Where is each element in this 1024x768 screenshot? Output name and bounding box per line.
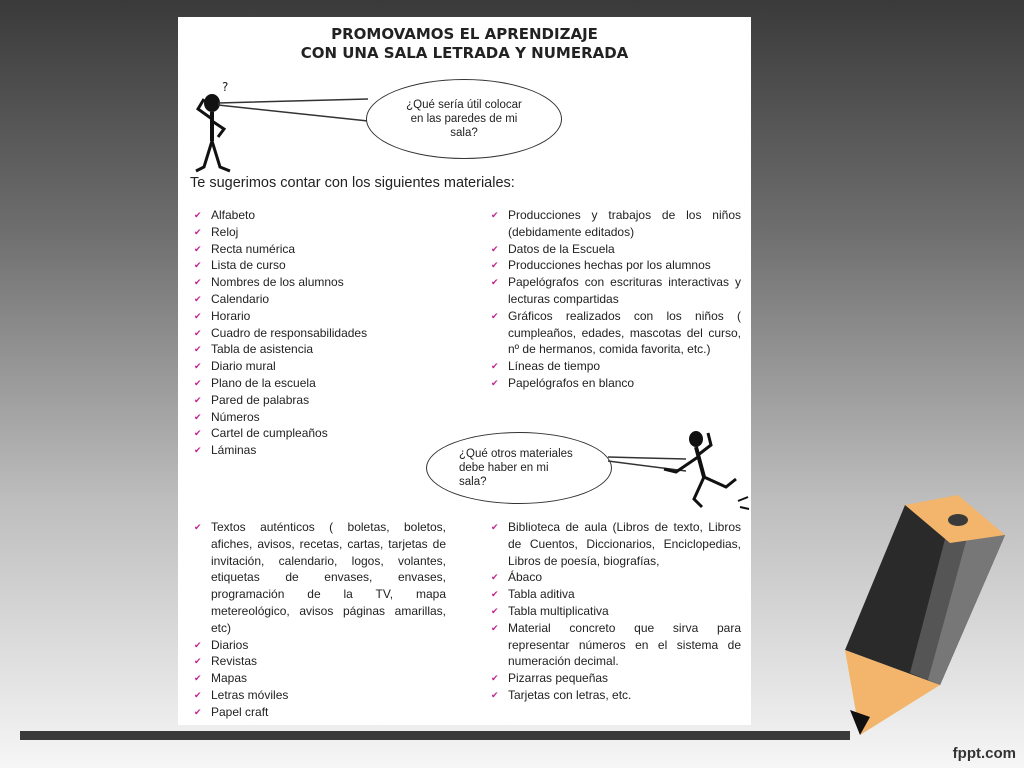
list-item: ✔ Diario mural [191,358,451,375]
list-item: ✔ Papelógrafos en blanco [488,375,741,392]
materials-list-right-top [488,207,741,392]
title-line-2: CON UNA SALA LETRADA Y NUMERADA [300,44,629,62]
svg-text:?: ? [222,80,229,94]
list-item: ✔ Cartel de cumpleaños [191,425,451,442]
bubble-tail-1 [218,97,378,127]
list-item: ✔ Nombres de los alumnos [191,274,451,291]
question-bubble-2 [426,432,612,504]
list-item: ✔ Horario [191,308,451,325]
list-item: ✔ Ábaco [488,569,741,586]
list-item: ✔ Láminas [191,442,451,459]
list-item: ✔ Alfabeto [191,207,451,224]
list-item: ✔ Material concreto que sirva para representar números en el sistema de numeración decimal. [488,620,741,670]
list-item: ✔ Recta numérica [191,241,451,258]
list-item: ✔ Revistas [191,653,446,670]
materials-list-left-bottom [191,519,446,721]
list-item: ✔ Diarios [191,637,446,654]
pencil-icon [830,495,1010,745]
list-item: ✔ Tabla de asistencia [191,341,451,358]
list-item: ✔ Textos auténticos ( boletas, boletos, afiches, avisos, recetas, cartas, tarjetas de invitación, calendario, logos, volantes, etiquetas de envases, envases, programación de la TV, mapa metereológico, avisos páginas amarillas, etc) [191,519,446,637]
list-item: ✔ Letras móviles [191,687,446,704]
list-item: ✔ Pared de palabras [191,392,451,409]
list-item: ✔ Papelógrafos con escrituras interactivas y lecturas compartidas [488,274,741,308]
title-line-1: PROMOVAMOS EL APRENDIZAJE [331,25,598,43]
intro-text: Te sugerimos contar con los siguientes materiales: [190,175,515,191]
list-item: ✔ Datos de la Escuela [488,241,741,258]
list-item: ✔ Biblioteca de aula (Libros de texto, Libros de Cuentos, Diccionarios, Enciclopedias, Libros de poesía, biografías, [488,519,741,569]
list-item: ✔ Tabla aditiva [488,586,741,603]
bottom-bar [20,731,850,740]
list-item: ✔ Líneas de tiempo [488,358,741,375]
list-item: ✔ Tarjetas con letras, etc. [488,687,741,704]
list-item: ✔ Gráficos realizados con los niños ( cumpleaños, edades, mascotas del curso, nº de hermanos, comida favorita, etc.) [488,308,741,358]
list-item: ✔ Reloj [191,224,451,241]
list-item: ✔ Producciones hechas por los alumnos [488,257,741,274]
bubble-2-text: ¿Qué otros materiales debe haber en mi sala? [459,448,573,488]
list-item: ✔ Tabla multiplicativa [488,603,741,620]
list-item: ✔ Lista de curso [191,257,451,274]
materials-list-right-bottom [488,519,741,704]
materials-list-left-top [191,207,451,459]
list-item: ✔ Plano de la escuela [191,375,451,392]
running-figure-icon [656,417,751,512]
list-item: ✔ Cuadro de responsabilidades [191,325,451,342]
question-bubble-1 [366,79,562,159]
bubble-1-text: ¿Qué sería útil colocar en las paredes de mi sala? [406,99,522,139]
thinking-figure-icon [188,79,248,179]
list-item: ✔ Producciones y trabajos de los niños (debidamente editados) [488,207,741,241]
list-item: ✔ Números [191,409,451,426]
page-title [178,25,751,63]
list-item: ✔ Mapas [191,670,446,687]
list-item: ✔ Pizarras pequeñas [488,670,741,687]
list-item: ✔ Calendario [191,291,451,308]
brand-label: fppt.com [952,745,1016,762]
document-page [178,17,751,725]
list-item: ✔ Papel craft [191,704,446,721]
